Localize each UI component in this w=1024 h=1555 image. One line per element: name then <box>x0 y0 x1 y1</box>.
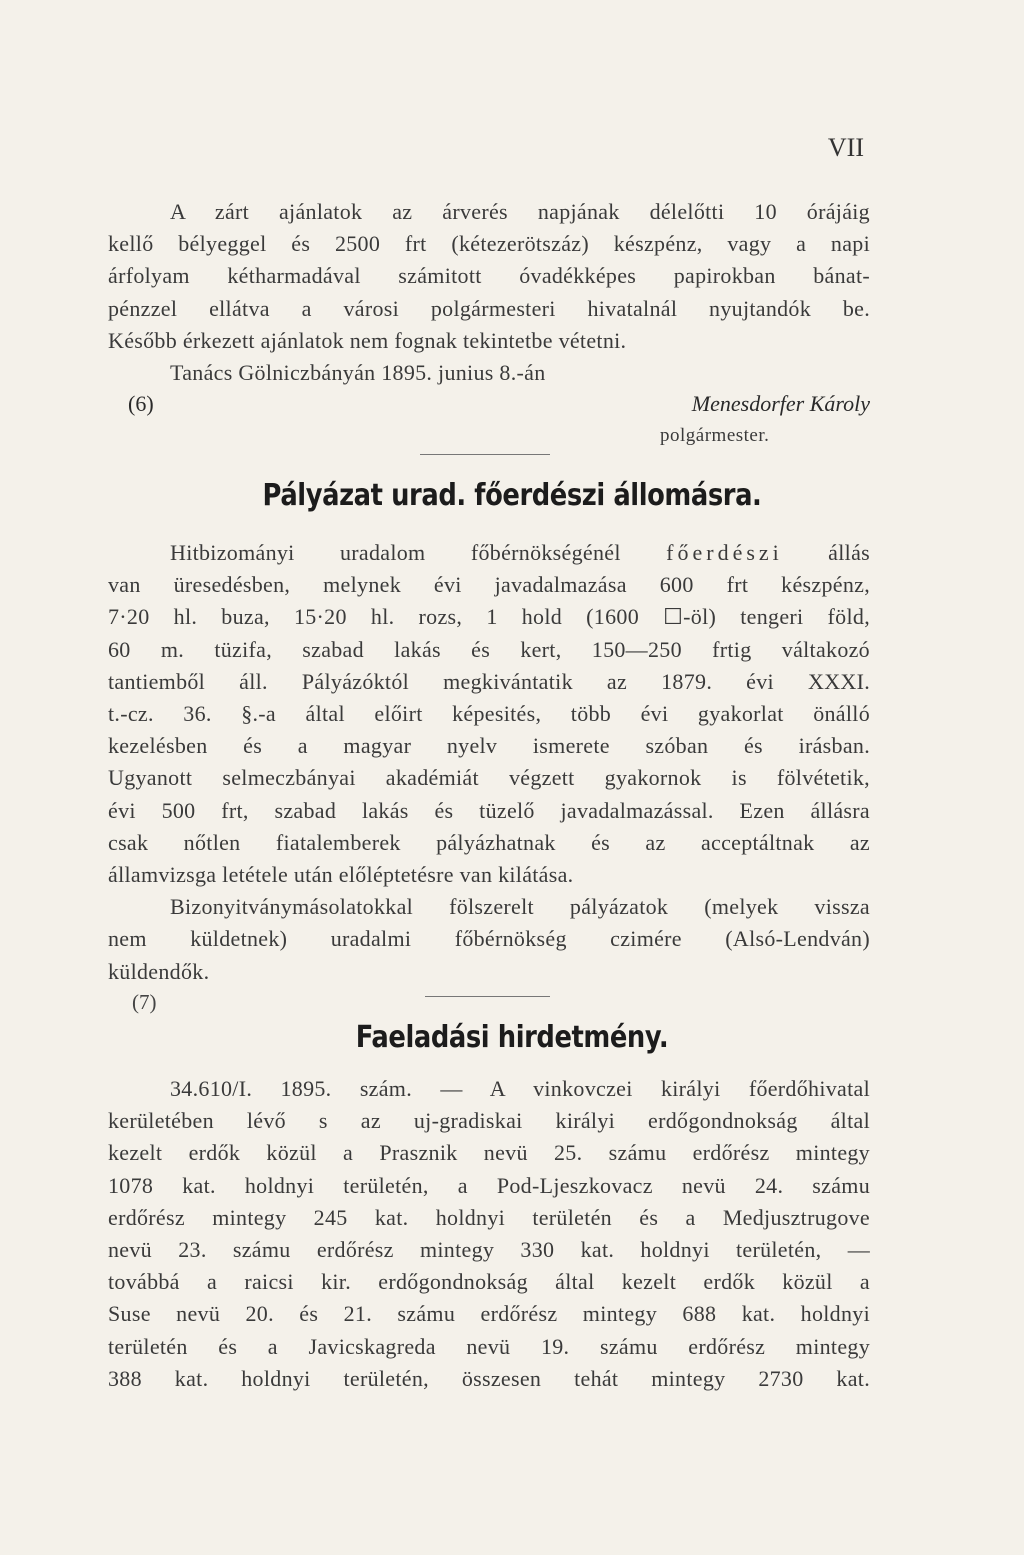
text-line: évi 500 frt, szabad lakás és tüzelő javadalmazással. Ezen állásra <box>108 797 870 823</box>
position-vacancy-notice <box>108 537 870 988</box>
section-divider <box>420 454 550 455</box>
text-line: kezelt erdők közül a Prasznik nevü 25. számu erdőrész mintegy <box>108 1140 870 1166</box>
section-title: Pályázat urad. főerdészi állomásra. <box>262 478 762 513</box>
text-line: A zárt ajánlatok az árverés napjának délelőtti 10 órájáig <box>170 199 870 224</box>
text-line: van üresedésben, melynek évi javadalmazása 600 frt készpénz, <box>108 572 870 598</box>
text-line: államvizsga letétele után előléptetésre van kilátása. <box>108 862 574 888</box>
text-line: küldendők. <box>108 958 210 984</box>
text-line: Bizonyitványmásolatokkal fölszerelt pályázatok (melyek vissza <box>170 894 870 920</box>
text-line: nem küldetnek) uradalmi főbérnökség czimére (Alsó-Lendván) <box>108 926 870 952</box>
text-line: kerületében lévő s az uj-gradiskai királyi erdőgondnokság által <box>108 1108 870 1134</box>
text-line: Később érkezett ajánlatok nem fognak tekintetbe vétetni. <box>108 327 627 353</box>
text-line: nevü 23. számu erdőrész mintegy 330 kat. holdnyi területén, — <box>108 1237 870 1263</box>
text-line: 388 kat. holdnyi területén, összesen tehát mintegy 2730 kat. <box>108 1365 870 1391</box>
text-line: továbbá a raicsi kir. erdőgondnokság által kezelt erdők közül a <box>108 1269 870 1295</box>
text-line: árfolyam kétharmadával számitott óvadékképes papirokban bánat- <box>108 263 870 289</box>
text-line: pénzzel ellátva a városi polgármesteri hivatalnál nyujtandók be. <box>108 295 870 321</box>
auction-notice <box>108 196 870 389</box>
timber-sale-notice <box>108 1073 870 1395</box>
text-line: kezelésben és a magyar nyelv ismerete szóban és irásban. <box>108 733 870 759</box>
notice-number: (6) <box>128 391 154 416</box>
section-divider <box>425 996 550 997</box>
signer-name: Menesdorfer Károly <box>691 391 870 416</box>
emphasized-word: főerdészi <box>666 540 783 565</box>
text-line: 60 m. tüzifa, szabad lakás és kert, 150—250 frtig váltakozó <box>108 636 870 662</box>
text-line: csak nőtlen fiatalemberek pályázhatnak és az acceptáltnak az <box>108 829 870 855</box>
text-line: Hitbizományi uradalom főbérnökségénél főerdészi állás <box>170 540 870 565</box>
page-number: VII <box>827 133 864 162</box>
text-line: Suse nevü 20. és 21. számu erdőrész mintegy 688 kat. holdnyi <box>108 1301 870 1327</box>
text-line: erdőrész mintegy 245 kat. holdnyi területén és a Medjusztrugove <box>108 1204 870 1230</box>
section-title: Faeladási hirdetmény. <box>355 1020 669 1055</box>
text-line: 1078 kat. holdnyi területén, a Pod-Ljeszkovacz nevü 24. számu <box>108 1172 870 1198</box>
place-date: Tanács Gölniczbányán 1895. junius 8.-án <box>170 360 546 386</box>
text-line: 7·20 hl. buza, 15·20 hl. rozs, 1 hold (1600 ☐-öl) tengeri föld, <box>108 604 870 630</box>
text-line: tantiemből áll. Pályázóktól megkivántatik az 1879. évi XXXI. <box>108 668 870 694</box>
text-line: 34.610/I. 1895. szám. — A vinkovczei királyi főerdőhivatal <box>170 1076 870 1101</box>
text-line: területén és a Javicskagreda nevü 19. számu erdőrész mintegy <box>108 1333 870 1359</box>
text-line: t.-cz. 36. §.-a által előirt képesités, több évi gyakorlat önálló <box>108 701 870 727</box>
signer-title: polgármester. <box>660 425 770 446</box>
text-line: Ugyanott selmeczbányai akadémiát végzett gyakornok is fölvétetik, <box>108 765 870 791</box>
text-line: kellő bélyeggel és 2500 frt (kétezerötszáz) készpénz, vagy a napi <box>108 231 870 257</box>
notice-number: (7) <box>132 990 157 1014</box>
